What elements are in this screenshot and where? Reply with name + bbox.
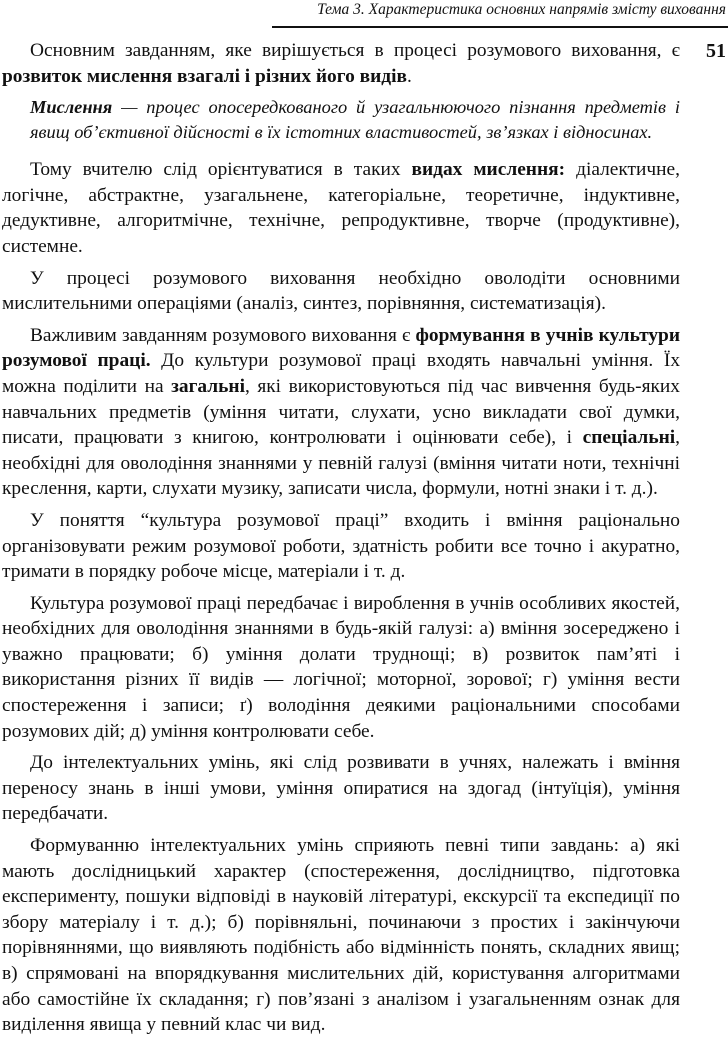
running-title: Тема 3. Характеристика основних напрямів змісту виховання	[317, 1, 726, 18]
page-number: 51	[706, 40, 726, 62]
emphasis-text: розвиток мислення взагалі і різних його видів	[2, 65, 407, 87]
text-run: .	[406, 65, 412, 87]
definition-block	[2, 95, 680, 145]
text-run: До інтелектуальних умінь, які слід розвивати в учнях, належать і вміння переносу знань в інші умови, уміння опиратися на здогад (інтуїція), уміння передбачати.	[2, 752, 680, 825]
emphasis-text: видах мислення:	[411, 159, 566, 181]
running-header	[272, 0, 728, 28]
emphasis-text: загальні	[171, 375, 245, 397]
definition-text: — процес опосередкованого й узагальнюючого пізнання предметів і явищ об’єктивної дійсності в їх істотних властивостей, зв’язках і відносинах.	[30, 97, 680, 143]
paragraph-qualities	[2, 591, 680, 745]
text-run: Основним завданням, яке вирішується в процесі розумового виховання, є	[30, 40, 680, 61]
text-run: Культура розумової праці передбачає і вироблення в учнів особливих якостей, необхідних для оволодіння знаннями в будь-якій галузі: а) вміння зосереджено і уважно працювати; б) уміння долати труднощі; в) розвиток пам’яті і використання різних її видів — логічної; моторної, зорової; г) уміння вести спостереження і записи; ґ) володіння деякими раціональними способами розумових дій; д) уміння контролювати себе.	[2, 592, 680, 742]
text-run: У поняття “культура розумової праці” входить і вміння раціонально організовувати режим розумової роботи, здатність робити все точно і акуратно, тримати в порядку робоче місце, матеріали і т. д.	[2, 509, 680, 583]
text-run: діалектичне, логічне, абстрактне, узагальнене, категоріальне, теоретичне, індуктивне, дедуктивне, алгоритмічне, технічне, репродуктивне, творче (продуктивне), системне.	[2, 159, 680, 257]
paragraph-concept	[2, 508, 680, 585]
text-run: Тому вчителю слід орієнтуватися в таких	[30, 159, 412, 181]
text-run: Формуванню інтелектуальних умінь сприяють певні типи завдань: а) які мають дослідницький характер (спостереження, дослідництво, підготовка експерименту, пошуки відповіді в науковій літературі, екскурсії та експедиції по збору матеріалу і т. д.); б) порівняльні, починаючи з простих і закінчуючи порівняннями, що виявляють подібність або відмінність понять, складних явищ; в) спрямовані на впорядкування мислительних дій, користування алгоритмами або самостійне їх складання; г) пов’язані з аналізом і узагальненням ознак для виділення явища у певний клас чи вид.	[2, 835, 680, 1036]
paragraph-task-types	[2, 833, 680, 1038]
emphasis-text: формування в учнів культури розумової праці.	[2, 324, 680, 372]
definition-term: Мислення	[30, 97, 113, 118]
text-run: До культури розумової праці входять навчальні уміння. Їх можна поділити на	[2, 350, 681, 397]
text-run: , які використовуються під час вивчення будь-яких навчальних предметів (уміння читати, слухати, усно викладати свої думки, писати, працювати з книгою, контролювати і оцінювати себе), і	[2, 375, 680, 449]
paragraph-work-culture	[2, 323, 680, 502]
emphasis-text: спеціальні	[582, 427, 676, 449]
paragraph-thinking-types	[2, 157, 680, 259]
text-run: , необхідні для оволодіння знаннями у певній галузі (вміння читати ноти, технічні креслення, карти, слухати музику, записати числа, формули, нотні знаки і т. д.).	[2, 427, 680, 500]
text-run: У процесі розумового виховання необхідно оволодіти основними мислительними операціями (аналіз, синтез, порівняння, систематизація).	[2, 267, 680, 315]
text-run: Важливим завданням розумового виховання є	[30, 324, 416, 346]
page-body	[2, 38, 680, 1044]
paragraph-intellectual-skills	[2, 750, 680, 827]
paragraph-mental-operations	[2, 266, 680, 317]
paragraph-main-task	[2, 38, 680, 89]
